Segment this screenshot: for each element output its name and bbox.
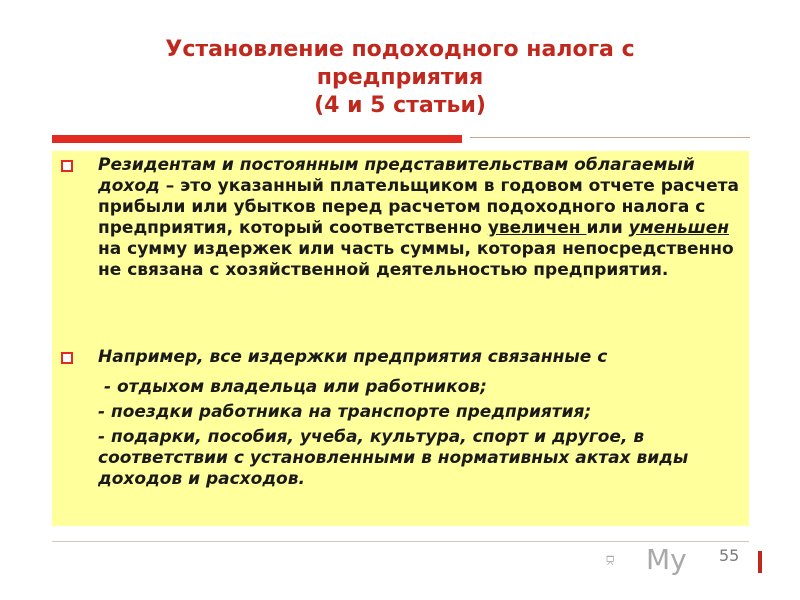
paragraph-residents xyxy=(98,155,748,281)
logo-text: My xyxy=(646,543,687,576)
page-number: 55 xyxy=(719,546,740,565)
paragraph-example xyxy=(98,347,748,368)
slide-title: Установление подоходного налога с предприятия (4 и 5 статьи) xyxy=(165,37,635,118)
example-item: - отдыхом владельца или работников; xyxy=(104,377,487,397)
decreased-term: уменьшен xyxy=(628,218,729,238)
example-item: - подарки, пособия, учеба, культура, спорт и другое, в соответствии с установленными в нормативных актах виды доходов и расходов. xyxy=(98,427,689,489)
projector-icon xyxy=(605,541,645,581)
increased-term: увеличен xyxy=(487,218,587,238)
logo-accent-bar xyxy=(758,551,762,573)
example-lead-rest: все издержки предприятия связанные с xyxy=(203,347,608,367)
bullet-square-icon xyxy=(61,352,73,364)
example-item: - поездки работника на транспорте предприятия; xyxy=(98,402,592,422)
residents-term: Резидентам и постоянным представительствам облагаемый доход xyxy=(98,155,695,196)
or-word: или xyxy=(586,218,629,238)
bullet-square-icon xyxy=(61,160,73,172)
title-accent-bar xyxy=(52,135,462,143)
example-lead: Например, xyxy=(98,347,204,367)
residents-definition-end: на сумму издержек или часть суммы, которая непосредственно не связана с хозяйственной деятельностью предприятия. xyxy=(98,239,734,280)
residents-definition: – это указанный плательщиком в годовом отчете расчета прибыли или убытков перед расчетом подоходного налога с предприятия, который соответственно xyxy=(98,176,739,238)
title-divider-line xyxy=(470,137,750,138)
